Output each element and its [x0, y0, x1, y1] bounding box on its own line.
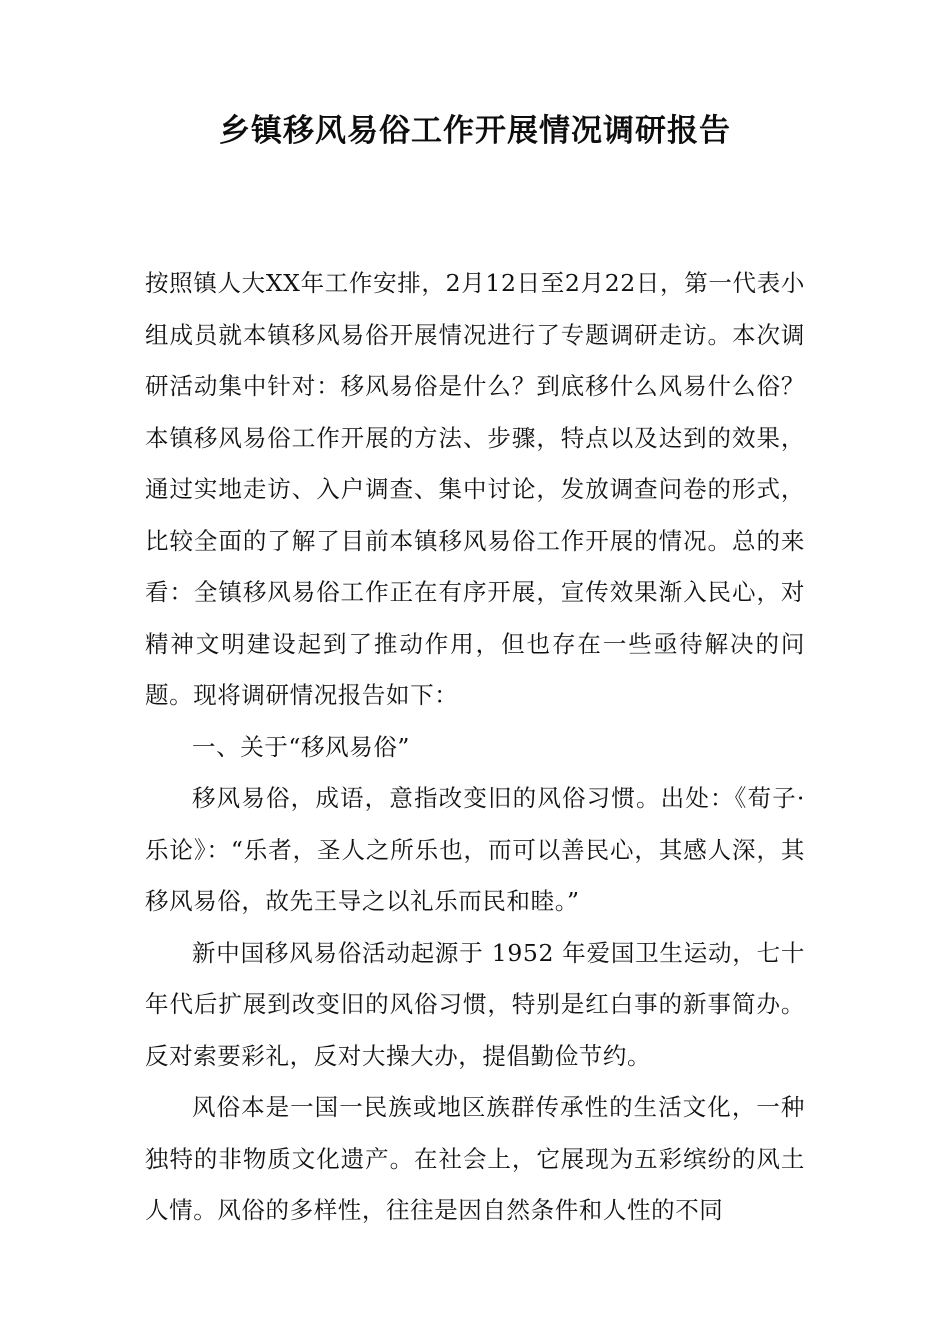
document-title: 乡镇移风易俗工作开展情况调研报告 [219, 112, 731, 149]
history-paragraph: 新中国移风易俗活动起源于 1952 年爱国卫生运动，七十年代后扩展到改变旧的风俗习惯，特别是红白事的新事简办。反对索要彩礼，反对大操大办，提倡勤俭节约。 [145, 938, 805, 1070]
definition-paragraph: 移风易俗，成语，意指改变旧的风俗习惯。出处：《荀子·乐论》：“乐者，圣人之所乐也，而可以善民心，其感人深，其移风易俗，故先王导之以礼乐而民和睦。” [145, 784, 805, 915]
custom-paragraph: 风俗本是一国一民族或地区族群传承性的生活文化，一种独特的非物质文化遗产。在社会上，它展现为五彩缤纷的风土人情。风俗的多样性，往往是因自然条件和人性的不同 [145, 1093, 805, 1224]
intro-paragraph: 按照镇人大XX年工作安排，2月12日至2月22日，第一代表小组成员就本镇移风易俗开展情况进行了专题调研走访。本次调研活动集中针对：移风易俗是什么？到底移什么风易什么俗？本镇移风易俗工作开展的方法、步骤，特点以及达到的效果，通过实地走访、入户调查、集中讨论，发放调查问卷的形式，比较全面的了解了目前本镇移风易俗工作开展的情况。总的来看：全镇移风易俗工作正在有序开展，宣传效果渐入民心，对精神文明建设起到了推动作用，但也存在一些亟待解决的问题。现将调研情况报告如下： [145, 269, 805, 709]
document-body [145, 258, 805, 1237]
section-heading: 一、关于“移风易俗” [192, 732, 411, 761]
